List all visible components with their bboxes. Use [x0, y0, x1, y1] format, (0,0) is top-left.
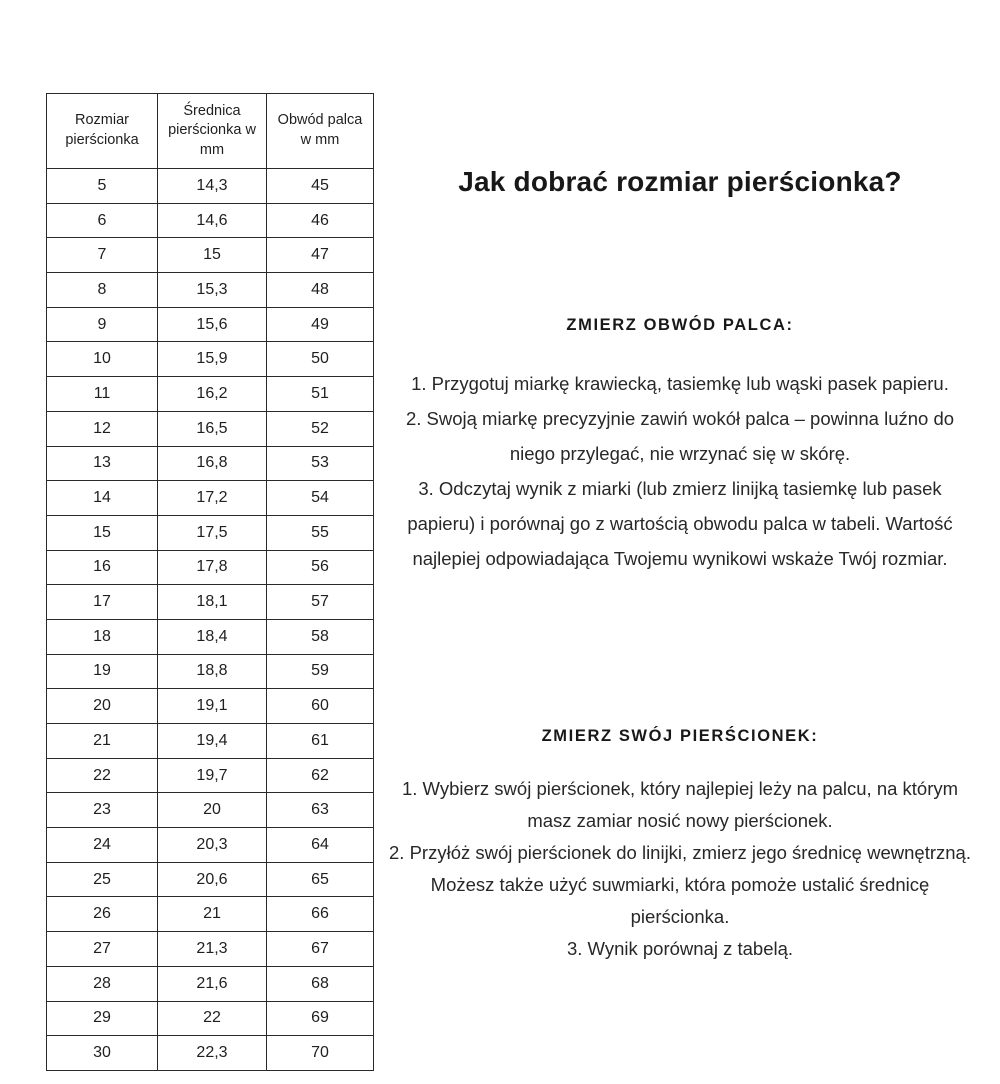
- table-cell: 63: [267, 793, 374, 828]
- table-cell: 13: [47, 446, 158, 481]
- instruction-item: 2. Przyłóż swój pierścionek do linijki, zmierz jego średnicę wewnętrzną. Możesz także użyć suwmiarki, która pomoże ustalić średnicę pierścionka.: [389, 842, 971, 927]
- table-cell: 50: [267, 342, 374, 377]
- table-row: [47, 654, 374, 689]
- table-cell: 21: [158, 897, 267, 932]
- table-row: [47, 932, 374, 967]
- table-cell: 20,3: [158, 828, 267, 863]
- table-cell: 67: [267, 932, 374, 967]
- table-row: [47, 897, 374, 932]
- table-cell: 15,6: [158, 307, 267, 342]
- table-cell: 64: [267, 828, 374, 863]
- table-cell: 14,3: [158, 169, 267, 204]
- table-row: [47, 793, 374, 828]
- table-cell: 51: [267, 377, 374, 412]
- table-cell: 18,4: [158, 619, 267, 654]
- table-row: [47, 862, 374, 897]
- table-cell: 58: [267, 619, 374, 654]
- table-cell: 61: [267, 724, 374, 759]
- table-cell: 17,5: [158, 515, 267, 550]
- page-title: Jak dobrać rozmiar pierścionka?: [458, 166, 902, 197]
- table-row: [47, 758, 374, 793]
- table-cell: 62: [267, 758, 374, 793]
- instruction-item: 3. Wynik porównaj z tabelą.: [566, 938, 794, 959]
- ring-size-table: [46, 93, 374, 1071]
- table-cell: 23: [47, 793, 158, 828]
- table-cell: 9: [47, 307, 158, 342]
- table-cell: 19,1: [158, 689, 267, 724]
- table-header: [47, 94, 374, 169]
- table-cell: 21,3: [158, 932, 267, 967]
- table-cell: 26: [47, 897, 158, 932]
- table-cell: 17,8: [158, 550, 267, 585]
- table-header-row: [47, 94, 374, 169]
- section-heading-measure-finger: ZMIERZ OBWÓD PALCA:: [566, 316, 794, 334]
- table-cell: 65: [267, 862, 374, 897]
- table-cell: 7: [47, 238, 158, 273]
- table-cell: 69: [267, 1001, 374, 1036]
- table-row: [47, 377, 374, 412]
- table-cell: 22,3: [158, 1036, 267, 1071]
- table-row: [47, 307, 374, 342]
- table-cell: 29: [47, 1001, 158, 1036]
- table-cell: 68: [267, 966, 374, 1001]
- header-ring-size: Rozmiar pierścionka: [47, 94, 158, 169]
- table-cell: 20: [47, 689, 158, 724]
- table-cell: 70: [267, 1036, 374, 1071]
- instruction-item: 1. Przygotuj miarkę krawiecką, tasiemkę lub wąski pasek papieru.: [411, 373, 949, 394]
- table-row: [47, 1036, 374, 1071]
- table-row: [47, 966, 374, 1001]
- table-cell: 47: [267, 238, 374, 273]
- table-cell: 25: [47, 862, 158, 897]
- table-cell: 49: [267, 307, 374, 342]
- table-row: [47, 689, 374, 724]
- table-cell: 11: [47, 377, 158, 412]
- table-cell: 16,5: [158, 411, 267, 446]
- table-cell: 20,6: [158, 862, 267, 897]
- table-cell: 48: [267, 273, 374, 308]
- instructions-measure-ring: [385, 773, 975, 965]
- ring-size-table-body: [47, 169, 374, 1071]
- table-cell: 15,3: [158, 273, 267, 308]
- table-cell: 21,6: [158, 966, 267, 1001]
- table-cell: 12: [47, 411, 158, 446]
- table-cell: 24: [47, 828, 158, 863]
- table-cell: 19: [47, 654, 158, 689]
- instructions-measure-finger: [385, 366, 975, 576]
- table-cell: 18,8: [158, 654, 267, 689]
- table-cell: 15: [158, 238, 267, 273]
- table-row: [47, 1001, 374, 1036]
- table-cell: 6: [47, 203, 158, 238]
- table-cell: 56: [267, 550, 374, 585]
- table-cell: 8: [47, 273, 158, 308]
- table-cell: 46: [267, 203, 374, 238]
- table-row: [47, 619, 374, 654]
- table-cell: 16,2: [158, 377, 267, 412]
- header-finger-circumference: Obwód palca w mm: [267, 94, 374, 169]
- table-cell: 52: [267, 411, 374, 446]
- table-cell: 28: [47, 966, 158, 1001]
- table-row: [47, 169, 374, 204]
- table-row: [47, 515, 374, 550]
- table-cell: 14: [47, 481, 158, 516]
- table-cell: 15,9: [158, 342, 267, 377]
- table-row: [47, 828, 374, 863]
- table-row: [47, 585, 374, 620]
- table-cell: 14,6: [158, 203, 267, 238]
- table-cell: 19,7: [158, 758, 267, 793]
- table-cell: 57: [267, 585, 374, 620]
- table-cell: 55: [267, 515, 374, 550]
- table-cell: 59: [267, 654, 374, 689]
- table-cell: 18: [47, 619, 158, 654]
- table-row: [47, 446, 374, 481]
- table-row: [47, 411, 374, 446]
- table-cell: 21: [47, 724, 158, 759]
- instruction-item: 2. Swoją miarkę precyzyjnie zawiń wokół palca – powinna luźno do niego przylegać, nie wrzynać się w skórę.: [405, 408, 955, 464]
- table-cell: 17: [47, 585, 158, 620]
- instruction-item: 3. Odczytaj wynik z miarki (lub zmierz linijką tasiemkę lub pasek papieru) i porównaj go z wartością obwodu palca w tabeli. Wartość najlepiej odpowiadająca Twojemu wynikowi wskaże Twój rozmiar.: [407, 478, 953, 569]
- table-cell: 19,4: [158, 724, 267, 759]
- section-heading-measure-ring: ZMIERZ SWÓJ PIERŚCIONEK:: [541, 727, 819, 745]
- table-cell: 10: [47, 342, 158, 377]
- table-cell: 15: [47, 515, 158, 550]
- table-cell: 5: [47, 169, 158, 204]
- table-cell: 22: [47, 758, 158, 793]
- table-cell: 66: [267, 897, 374, 932]
- table-cell: 20: [158, 793, 267, 828]
- table-cell: 30: [47, 1036, 158, 1071]
- table-row: [47, 724, 374, 759]
- table-row: [47, 481, 374, 516]
- table-row: [47, 550, 374, 585]
- table-cell: 22: [158, 1001, 267, 1036]
- instruction-item: 1. Wybierz swój pierścionek, który najlepiej leży na palcu, na którym masz zamiar nosić nowy pierścionek.: [401, 778, 959, 831]
- table-row: [47, 342, 374, 377]
- table-row: [47, 238, 374, 273]
- header-ring-diameter: Średnica pierścionka w mm: [158, 94, 267, 169]
- table-cell: 16: [47, 550, 158, 585]
- table-cell: 16,8: [158, 446, 267, 481]
- table-row: [47, 203, 374, 238]
- table-cell: 18,1: [158, 585, 267, 620]
- table-cell: 17,2: [158, 481, 267, 516]
- table-row: [47, 273, 374, 308]
- table-cell: 60: [267, 689, 374, 724]
- table-cell: 27: [47, 932, 158, 967]
- table-cell: 53: [267, 446, 374, 481]
- table-cell: 54: [267, 481, 374, 516]
- table-cell: 45: [267, 169, 374, 204]
